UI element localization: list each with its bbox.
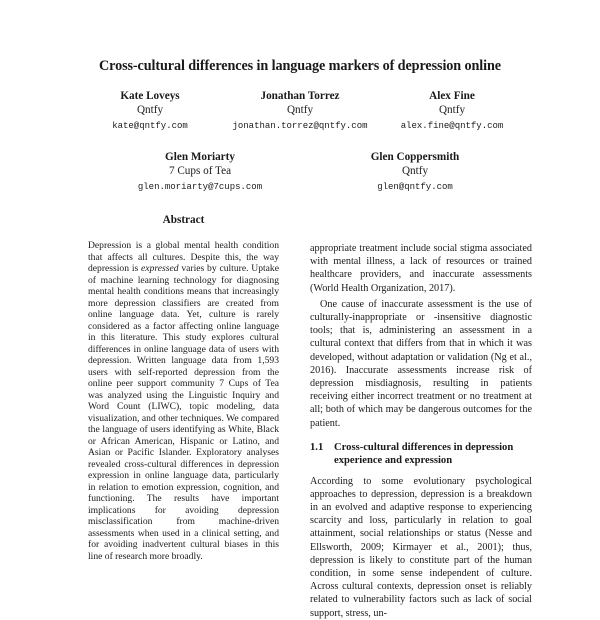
body-paragraph: appropriate treatment include social stigma associated with mental illness, a lack of resources or trained healthcare providers, and inaccurate assessments (World Health Organization, 2017). <box>310 243 532 294</box>
author-block <box>90 151 310 194</box>
abstract-text-part: varies by culture. Uptake of machine learning technology for diagnosing mental health conditions means that increasingly more depression classifiers are created from online language data. Yet, culture is rarely considered as a factor affecting online language in this literature. This study explores cultural differences in online language data of users with depression. Written language data from 1,593 users with self-reported depression from the online peer support community 7 Cups of Tea was analyzed using the Linguistic Inquiry and Word Count (LIWC), topic modeling, data visualization, and other techniques. We compared the language of users identifying as White, Black or African American, Hispanic or Latino, and Asian or Pacific Islander. Exploratory analyses revealed cross-cultural differences in depression expression in online language data, particularly in relation to emotion expression, cognition, and functioning. The results have important implications for avoiding depression misclassification from machine-driven assessments when used in a clinical setting, and for avoiding inadvertent cultural biases in this line of research more broadly. <box>88 263 279 562</box>
section-heading <box>310 441 532 468</box>
paper-title: Cross-cultural differences in language markers of depression online <box>99 58 501 74</box>
abstract-emphasis: expressed <box>141 263 179 274</box>
author-name: Glen Moriarty <box>165 151 235 163</box>
author-block <box>342 90 562 133</box>
author-email: kate@qntfy.com <box>112 121 188 131</box>
section-title: Cross-cultural differences in depression experience and expression <box>334 441 514 467</box>
abstract-heading: Abstract <box>162 214 205 226</box>
author-name: Jonathan Torrez <box>260 90 340 102</box>
abstract-text-part: Depression is a global mental health condition that affects all cultures. Despite this, the way depression is <box>88 240 279 274</box>
author-affiliation: Qntfy <box>136 104 164 116</box>
body-column <box>310 242 532 620</box>
author-email: glen@qntfy.com <box>377 182 453 192</box>
abstract-column <box>88 240 279 562</box>
author-affiliation: Qntfy <box>401 165 429 177</box>
author-affiliation: Qntfy <box>438 104 466 116</box>
author-block <box>305 151 525 194</box>
body-paragraph: According to some evolutionary psychological approaches to depression, depression is a breakdown in an evolved and adaptive response to experiencing scarcity and loss, particularly in relation to goal attainment, social relationships or status (Nesse and Ellsworth, 2009; Kirmayer et al., 2001); thus, depression is likely to constitute part of the human condition, in some sense independent of culture. Across cultural contexts, depression onset is reliably related to vulnerability factors such as lack of social support, stress, un- <box>310 475 532 619</box>
author-affiliation: 7 Cups of Tea <box>168 165 232 177</box>
body-paragraph: One cause of inaccurate assessment is the use of culturally-inappropriate or -insensitive diagnostic tools; that is, administering an assessment in a cultural context that differs from that in which it was developed, without adaptation or validation (Ng et al., 2016). Inaccurate assessments increase risk of depression misdiagnosis, resulting in patients receiving either incorrect treatment or no treatment at all; both of which may be dangerous outcomes for the patient. <box>310 298 532 429</box>
author-email: jonathan.torrez@qntfy.com <box>232 121 368 131</box>
abstract-text <box>88 240 279 562</box>
author-affiliation: Qntfy <box>286 104 314 116</box>
author-name: Glen Coppersmith <box>370 151 460 163</box>
author-name: Kate Loveys <box>120 90 180 102</box>
author-email: glen.moriarty@7cups.com <box>137 182 263 192</box>
author-email: alex.fine@qntfy.com <box>400 121 504 131</box>
section-number: 1.1 <box>310 441 324 453</box>
author-name: Alex Fine <box>429 90 475 102</box>
